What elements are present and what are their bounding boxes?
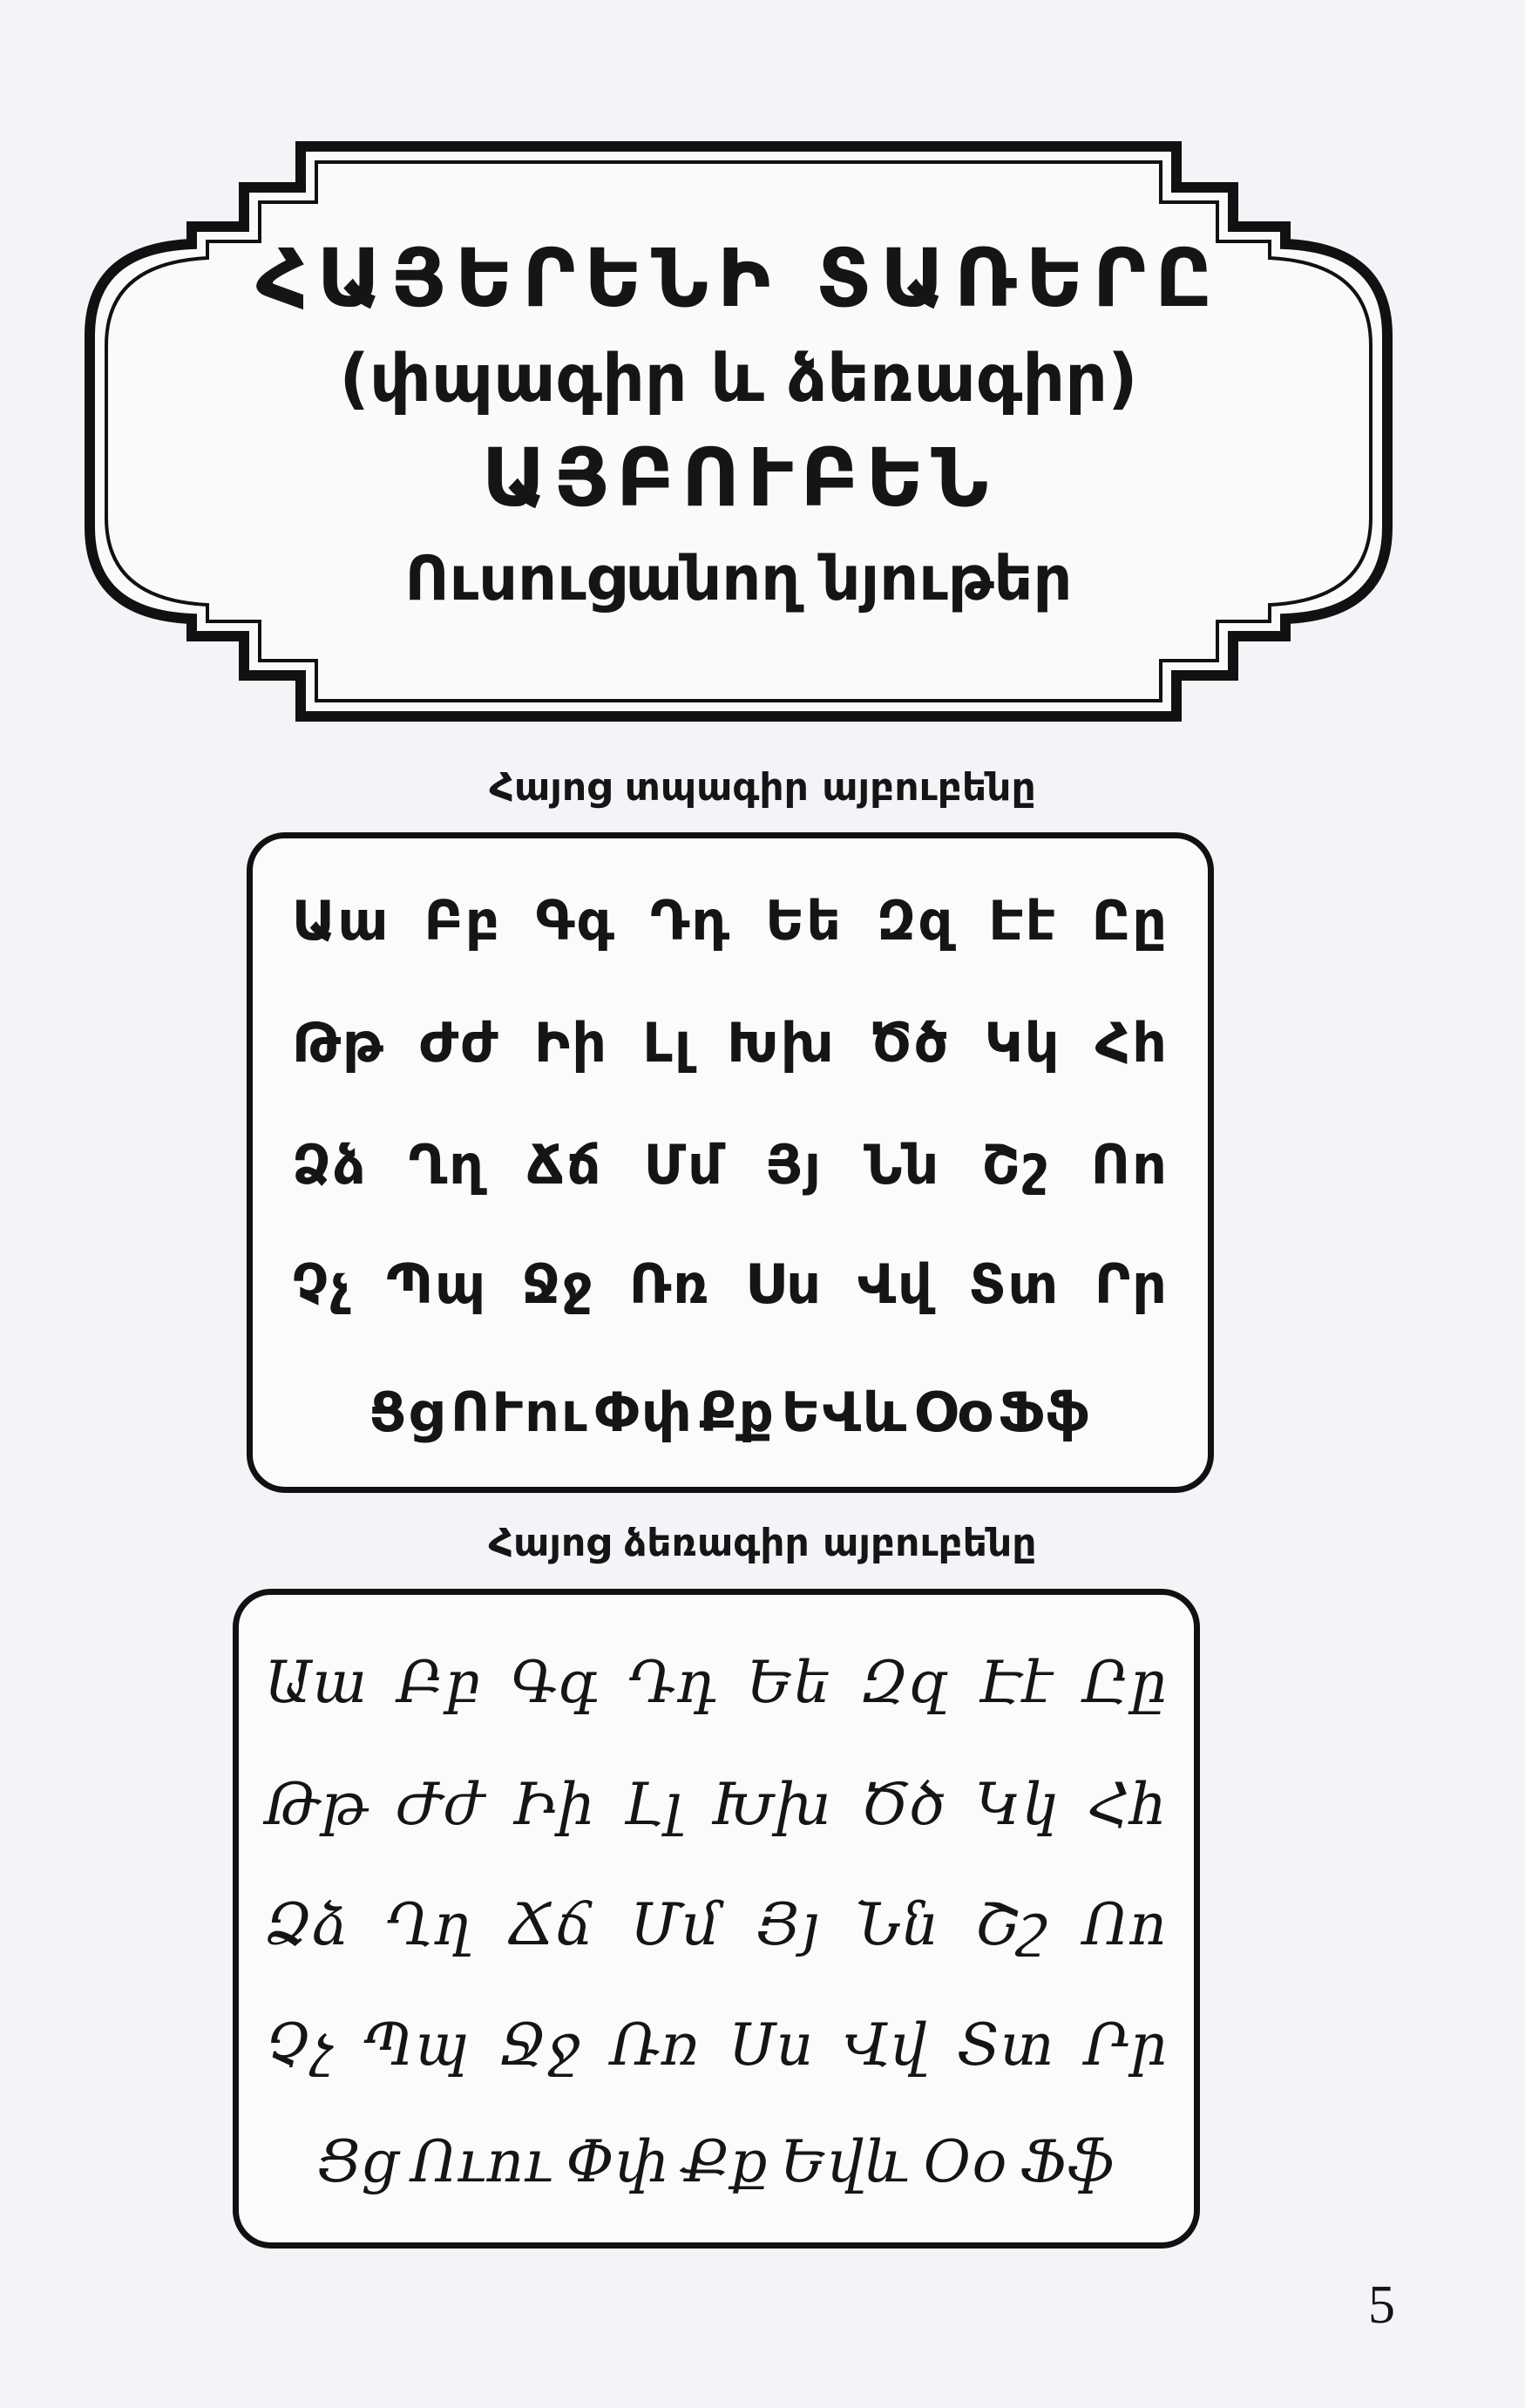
- letter-pair: Զզ: [860, 1649, 950, 1716]
- letter-pair: Պպ: [386, 1252, 488, 1316]
- letter-pair: Հհ: [1095, 1011, 1169, 1075]
- letter-pair: Նն: [855, 1891, 940, 1958]
- letter-pair: Պպ: [363, 2011, 470, 2079]
- letter-pair: Լլ: [642, 1011, 694, 1075]
- letter-pair: Փփ: [594, 1380, 694, 1444]
- letter-pair: Ռռ: [628, 1252, 711, 1316]
- letter-pair: Տտ: [968, 1252, 1061, 1316]
- letter-pair: Ջջ: [498, 2011, 581, 2079]
- letter-pair: Ռռ: [610, 2011, 700, 2079]
- handwritten-alphabet-box: [233, 1589, 1200, 2249]
- letter-pair: Վվ: [844, 2011, 928, 2079]
- letter-pair: Թթ: [265, 1771, 369, 1838]
- title-line-2: (փպագիր և ձեռագիր): [339, 339, 1138, 417]
- letter-pair: Շշ: [981, 1133, 1050, 1197]
- letter-pair: Եվև: [780, 2128, 912, 2195]
- handwritten-row: [239, 2011, 1194, 2079]
- letter-pair: Վվ: [857, 1252, 934, 1316]
- letter-pair: Կկ: [984, 1011, 1061, 1075]
- letter-pair: Չչ: [292, 1252, 352, 1316]
- letter-pair: Գգ: [510, 1649, 599, 1716]
- letter-pair: Թթ: [292, 1011, 385, 1075]
- letter-pair: Փփ: [565, 2128, 670, 2195]
- letter-pair: Աա: [265, 1649, 369, 1716]
- letter-pair: Ֆֆ: [998, 1380, 1092, 1444]
- handwritten-row: [239, 1891, 1194, 1958]
- letter-pair: Սս: [744, 1252, 824, 1316]
- letter-pair: Քք: [681, 2128, 769, 2195]
- letter-pair: Ղղ: [385, 1891, 472, 1958]
- letter-pair: Եե: [765, 889, 844, 953]
- printed-row: [253, 1380, 1208, 1444]
- letter-pair: Տտ: [957, 2011, 1055, 2079]
- printed-alphabet-caption: Հայոց տպագիր այբուբենը: [489, 765, 1036, 810]
- letter-pair: Զզ: [876, 889, 955, 953]
- letter-pair: Հհ: [1088, 1771, 1168, 1838]
- letter-pair: Ձձ: [292, 1133, 368, 1197]
- letter-pair: Ճճ: [526, 1133, 603, 1197]
- letter-pair: Ձձ: [265, 1891, 350, 1958]
- letter-pair: Գգ: [535, 889, 617, 953]
- letter-pair: Ճճ: [507, 1891, 595, 1958]
- letter-pair: Ոո: [1090, 1133, 1169, 1197]
- printed-row: [253, 1011, 1208, 1075]
- title-line-1: ՀԱՅԵՐԵՆԻ ՏԱՌԵՐԸ: [255, 232, 1222, 325]
- letter-pair: Ըը: [1082, 1649, 1168, 1716]
- letter-pair: Ծծ: [869, 1011, 951, 1075]
- letter-pair: Ժժ: [419, 1011, 500, 1075]
- printed-row: [253, 1252, 1208, 1316]
- letter-pair: Ֆֆ: [1020, 2128, 1115, 2195]
- title-block: [83, 139, 1394, 723]
- letter-pair: Սս: [729, 2011, 815, 2079]
- title-line-4: Ուսուցանող նյութեր: [404, 543, 1073, 614]
- letter-pair: Ոո: [1082, 1891, 1168, 1958]
- letter-pair: Ջջ: [521, 1252, 595, 1316]
- letter-pair: Օօ: [913, 1380, 993, 1444]
- letter-pair: Դդ: [627, 1649, 718, 1716]
- letter-pair: Էէ: [988, 889, 1058, 953]
- letter-pair: Խխ: [727, 1011, 836, 1075]
- letter-pair: Օօ: [923, 2128, 1008, 2195]
- letter-pair: Բբ: [424, 889, 502, 953]
- letter-pair: Նն: [864, 1133, 941, 1197]
- letter-pair: Ժժ: [396, 1771, 485, 1838]
- letter-pair: Լլ: [624, 1771, 683, 1838]
- letter-pair: Ցց: [317, 2128, 399, 2195]
- letter-pair: Քք: [699, 1380, 776, 1444]
- letter-pair: Չչ: [265, 2011, 334, 2079]
- handwritten-row: [239, 1771, 1194, 1838]
- letter-pair: Րր: [1094, 1252, 1169, 1316]
- letter-pair: Եե: [746, 1649, 831, 1716]
- title-line-3: ԱՅԲՈՒԲԵՆ: [481, 431, 996, 525]
- letter-pair: Էէ: [978, 1649, 1054, 1716]
- page-number: 5: [1368, 2276, 1395, 2335]
- letter-pair: Դդ: [650, 889, 732, 953]
- letter-pair: Ըը: [1091, 889, 1169, 953]
- handwritten-row: [239, 1649, 1194, 1716]
- letter-pair: Ծծ: [860, 1771, 947, 1838]
- letter-pair: Իի: [533, 1011, 609, 1075]
- printed-alphabet-box: [247, 832, 1214, 1493]
- letter-pair: Իի: [512, 1771, 596, 1838]
- letter-pair: Կկ: [975, 1771, 1060, 1838]
- title-frame: [83, 139, 1394, 723]
- letter-pair: Յյ: [756, 1891, 820, 1958]
- letter-pair: Խխ: [711, 1771, 832, 1838]
- printed-row: [253, 1133, 1208, 1197]
- letter-pair: ՈՒու: [451, 1380, 589, 1444]
- letter-pair: Մմ: [630, 1891, 721, 1958]
- letter-pair: Աա: [292, 889, 390, 953]
- letter-pair: ԵՎև: [781, 1380, 909, 1444]
- handwritten-row: [239, 2128, 1194, 2195]
- letter-pair: Ցց: [369, 1380, 445, 1444]
- letter-pair: Յյ: [765, 1133, 823, 1197]
- letter-pair: Շշ: [975, 1891, 1047, 1958]
- letter-pair: Րր: [1084, 2011, 1168, 2079]
- letter-pair: Ղղ: [408, 1133, 485, 1197]
- handwritten-alphabet-caption: Հայոց ձեռագիր այբուբենը: [488, 1521, 1037, 1565]
- letter-pair: Ուու: [410, 2128, 554, 2195]
- letter-pair: Մմ: [643, 1133, 724, 1197]
- printed-row: [253, 889, 1208, 953]
- letter-pair: Բբ: [396, 1649, 482, 1716]
